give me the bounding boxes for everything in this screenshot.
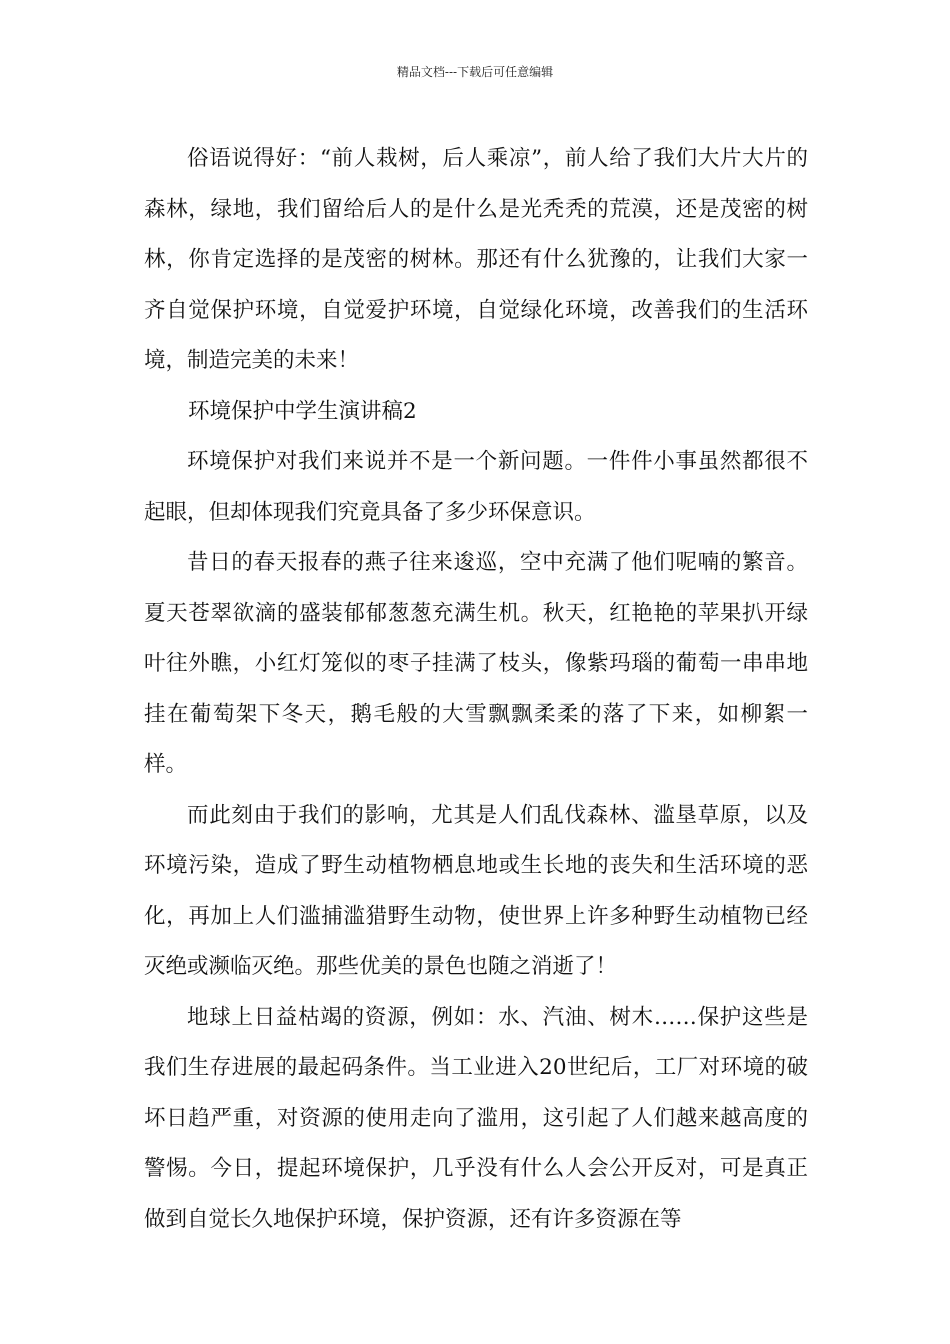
paragraph-impact: 而此刻由于我们的影响，尤其是人们乱伐森林、滥垦草原，以及环境污染，造成了野生动植物栖息地或生长地的丧失和生活环境的恶化，再加上人们滥捕滥猎野生动物，使世界上许多种野生动植物已经灭绝或濒临灭绝。那些优美的景色也随之消逝了！ <box>144 802 808 979</box>
paragraph-seasons: 昔日的春天报春的燕子往来逡巡，空中充满了他们呢喃的繁音。夏天苍翠欲滴的盛装郁郁葱葱充满生机。秋天，红艳艳的苹果扒开绿叶往外瞧，小红灯笼似的枣子挂满了枝头，像紫玛瑙的葡萄一串串地挂在葡萄架下冬天，鹅毛般的大雪飘飘柔柔的落了下来，如柳絮一样。 <box>144 550 808 777</box>
paragraph-proverb: 俗语说得好：“前人栽树，后人乘凉”，前人给了我们大片大片的森林，绿地，我们留给后人的是什么是光秃秃的荒漠，还是茂密的树林，你肯定选择的是茂密的树林。那还有什么犹豫的，让我们大家一齐自觉保护环境，自觉爱护环境，自觉绿化环境，改善我们的生活环境，制造完美的未来！ <box>144 146 808 373</box>
section-title: 环境保护中学生演讲稿2 <box>188 398 417 424</box>
page-header: 精品文档---下载后可任意编辑 <box>396 65 554 79</box>
paragraph-intro: 环境保护对我们来说并不是一个新问题。一件件小事虽然都很不起眼，但却体现我们究竟具备了多少环保意识。 <box>144 449 808 525</box>
paragraph-resources: 地球上日益枯竭的资源，例如：水、汽油、树木……保护这些是我们生存进展的最起码条件。当工业进入20世纪后，工厂对环境的破坏日趋严重，对资源的使用走向了滥用，这引起了人们越来越高度的警惕。今日，提起环境保护，几乎没有什么人会公开反对，可是真正做到自觉长久地保护环境，保护资源，还有许多资源在等 <box>144 1004 808 1232</box>
document-body <box>144 134 808 1245</box>
